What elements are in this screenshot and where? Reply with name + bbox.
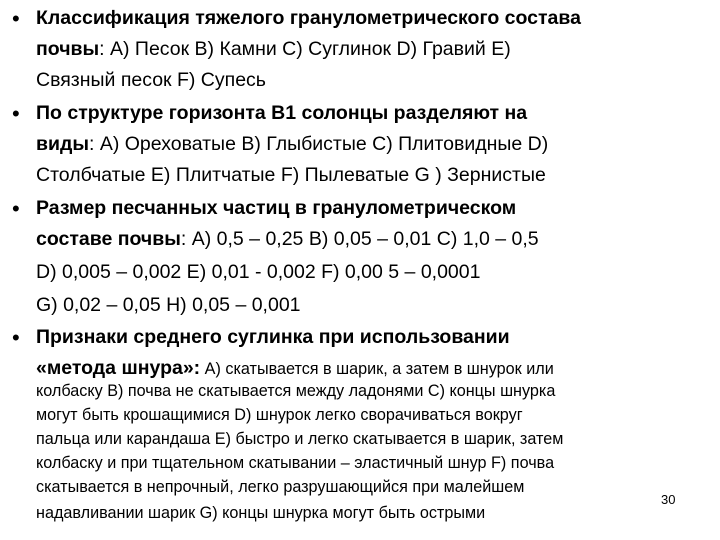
question-2-line-2 xyxy=(36,129,548,160)
question-1-answers-start: : А) Песок В) Камни С) Суглинок D) Гравий Е) xyxy=(99,38,511,60)
question-2-heading-line-2: виды xyxy=(36,133,90,155)
question-3-line-2 xyxy=(36,224,539,255)
question-4-answers-line: колбаску В) почва не скатывается между ладонями С) концы шнурка xyxy=(36,382,556,400)
question-3-answers-line-2: G) 0,02 – 0,05 H) 0,05 – 0,001 xyxy=(36,294,301,316)
question-1-heading-line-1: Классификация тяжелого гранулометрического состава xyxy=(36,7,581,29)
question-4-answers-line: скатывается в непрочный, легко разрушающийся при малейшем xyxy=(36,478,525,496)
question-1-line-2 xyxy=(36,34,511,65)
question-2-heading-line-1: По структуре горизонта В1 солонцы разделяют на xyxy=(36,102,528,124)
question-4-answers-start: А) скатывается в шарик, а затем в шнурок или xyxy=(200,360,554,378)
question-3-answers-line-1: D) 0,005 – 0,002 Е) 0,01 - 0,002 F) 0,00 5 – 0,0001 xyxy=(36,261,481,283)
question-3-heading-line-2: составе почвы xyxy=(36,228,181,250)
question-4-answers-line: могут быть крошащимися D) шнурок легко сворачиваться вокруг xyxy=(36,406,523,424)
question-3-answers-start: : А) 0,5 – 0,25 В) 0,05 – 0,01 С) 1,0 – 0,5 xyxy=(180,228,539,250)
question-2-answers-start: : А) Ореховатые В) Глыбистые С) Плитовидные D) xyxy=(89,133,549,155)
bullet-icon: • xyxy=(12,325,20,350)
bullet-icon: • xyxy=(12,196,20,221)
bullet-icon: • xyxy=(12,101,20,126)
question-4-heading-line-1: Признаки среднего суглинка при использовании xyxy=(36,326,510,348)
question-3-heading-line-1: Размер песчанных частиц в гранулометрическом xyxy=(36,197,517,219)
bullet-icon: • xyxy=(12,6,20,31)
question-4-answers-line: пальца или карандаша Е) быстро и легко скатывается в шарик, затем xyxy=(36,430,564,448)
question-2-answers-line: Столбчатые Е) Плитчатые F) Пылеватые G ) Зернистые xyxy=(36,164,546,186)
question-4-answers-line: колбаску и при тщательном скатывании – эластичный шнур F) почва xyxy=(36,454,555,472)
page-number: 30 xyxy=(661,492,676,507)
question-4-answers-line: надавливании шарик G) концы шнурка могут быть острыми xyxy=(36,504,486,522)
question-4-heading-line-2: «метода шнура»: xyxy=(36,357,201,379)
question-1-heading-line-2: почвы xyxy=(36,38,100,60)
question-1-answers-line: Связный песок F) Супесь xyxy=(36,69,266,91)
